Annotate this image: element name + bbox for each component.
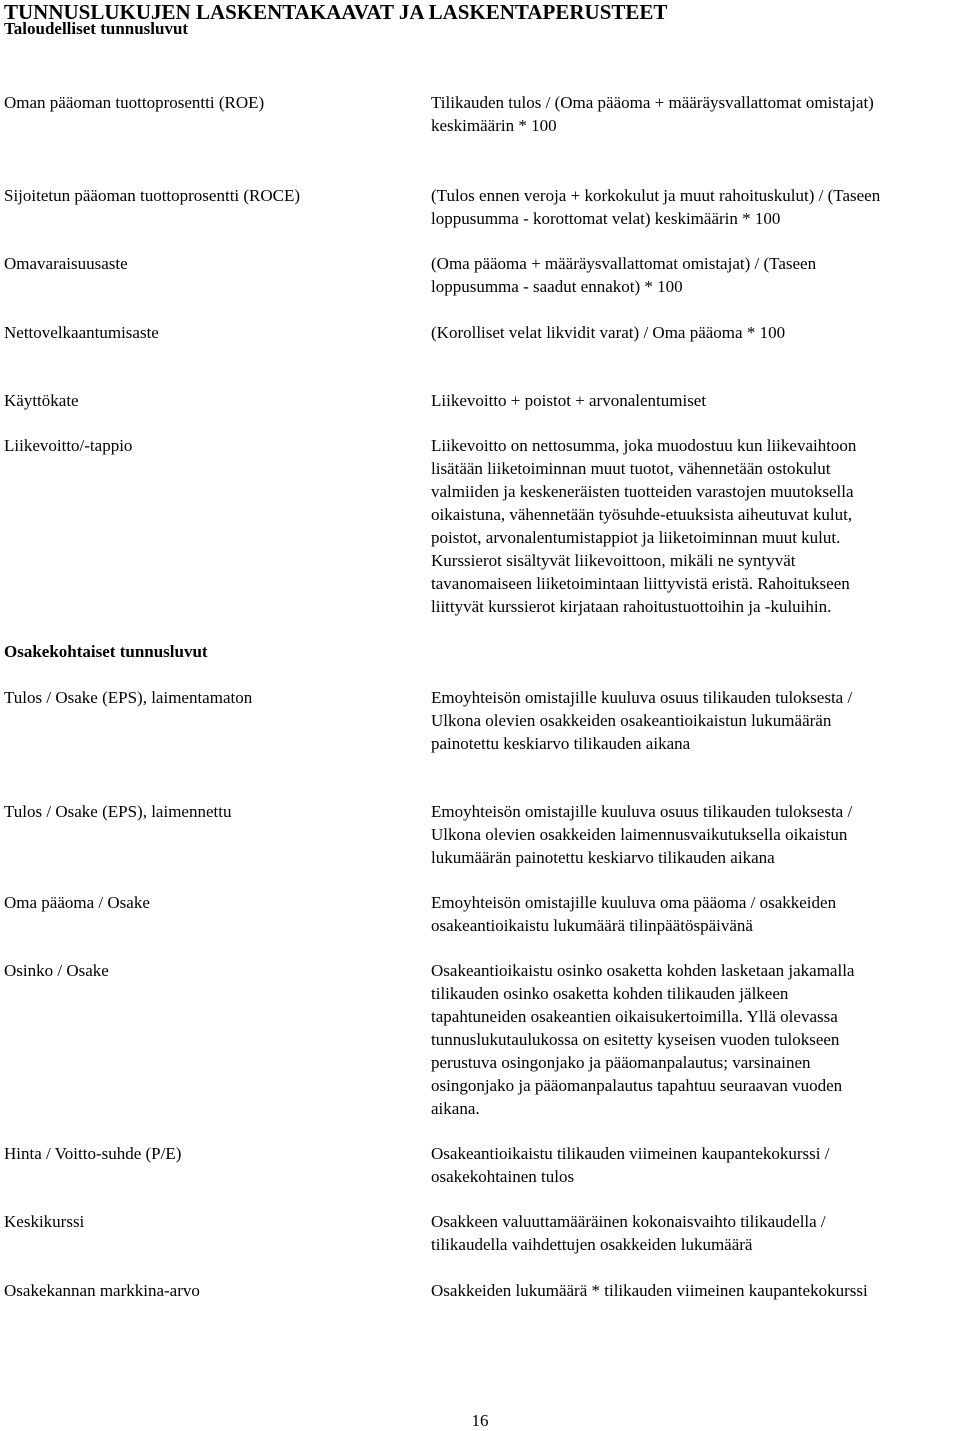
- def-line: loppusumma - korottomat velat) keskimäärin * 100: [431, 209, 781, 228]
- def-line: perustuva osingonjako ja pääomanpalautus; varsinainen: [431, 1053, 811, 1072]
- row-def-kayttokate: [431, 389, 959, 412]
- row-def-average-price: [431, 1210, 959, 1256]
- row-label-nettovelkaantumisaste: Nettovelkaantumisaste: [4, 323, 159, 342]
- row-label-pe-ratio: Hinta / Voitto-suhde (P/E): [4, 1144, 182, 1163]
- row-def-eps-diluted: [431, 800, 959, 869]
- def-line: (Korolliset velat likvidit varat) / Oma pääoma * 100: [431, 323, 786, 342]
- row-def-eps-undiluted: [431, 686, 959, 755]
- def-line: Ulkona olevien osakkeiden laimennusvaikutuksella oikaistun: [431, 825, 848, 844]
- def-line: tapahtuneiden osakeantien oikaisukertoimilla. Yllä olevassa: [431, 1007, 838, 1026]
- row-def-liikevoitto: [431, 434, 959, 618]
- row-label-eps-undiluted: Tulos / Osake (EPS), laimentamaton: [4, 688, 253, 707]
- def-line: lisätään liiketoiminnan muut tuotot, vähennetään ostokulut: [431, 459, 831, 478]
- def-line: liittyvät kurssierot kirjataan rahoitustuottoihin ja -kuluihin.: [431, 597, 832, 616]
- def-line: poistot, arvonalentumistappiot ja liiketoiminnan muut kulut.: [431, 528, 841, 547]
- def-line: valmiiden ja keskeneräisten tuotteiden varastojen muutoksella: [431, 482, 854, 501]
- def-line: osingonjako ja pääomanpalautus tapahtuu seuraavan vuoden: [431, 1076, 843, 1095]
- page-title: TUNNUSLUKUJEN LASKENTAKAAVAT JA LASKENTAPERUSTEET: [4, 0, 668, 24]
- row-label-market-cap: Osakekannan markkina-arvo: [4, 1281, 200, 1300]
- row-def-omavaraisuusaste: [431, 252, 959, 298]
- def-line: tilikauden osinko osaketta kohden tilikauden jälkeen: [431, 984, 789, 1003]
- def-line: Emoyhteisön omistajille kuuluva osuus tilikauden tuloksesta /: [431, 802, 853, 821]
- row-label-average-price: Keskikurssi: [4, 1212, 85, 1231]
- row-label-eps-diluted: Tulos / Osake (EPS), laimennettu: [4, 802, 232, 821]
- def-line: Osakkeiden lukumäärä * tilikauden viimeinen kaupantekokurssi: [431, 1281, 868, 1300]
- def-line: Kurssierot sisältyvät liikevoittoon, mikäli ne syntyvät: [431, 551, 796, 570]
- row-label-dividend-per-share: Osinko / Osake: [4, 961, 109, 980]
- def-line: Osakeantioikaistu osinko osaketta kohden lasketaan jakamalla: [431, 961, 855, 980]
- def-line: (Tulos ennen veroja + korkokulut ja muut rahoituskulut) / (Taseen: [431, 186, 881, 205]
- section-heading-per-share: Osakekohtaiset tunnusluvut: [4, 642, 208, 661]
- def-line: painotettu keskiarvo tilikauden aikana: [431, 734, 691, 753]
- def-line: osakeantioikaistu lukumäärä tilinpäätöspäivänä: [431, 916, 753, 935]
- row-label-kayttokate: Käyttökate: [4, 391, 79, 410]
- def-line: Liikevoitto on nettosumma, joka muodostuu kun liikevaihtoon: [431, 436, 857, 455]
- def-line: Osakkeen valuuttamääräinen kokonaisvaihto tilikaudella /: [431, 1212, 826, 1231]
- row-label-omavaraisuusaste: Omavaraisuusaste: [4, 254, 128, 273]
- page-number: 16: [471, 1411, 489, 1430]
- section-heading-financial: Taloudelliset tunnusluvut: [4, 19, 189, 38]
- def-line: Emoyhteisön omistajille kuuluva osuus tilikauden tuloksesta /: [431, 688, 853, 707]
- def-line: Osakeantioikaistu tilikauden viimeinen kaupantekokurssi /: [431, 1144, 830, 1163]
- def-line: loppusumma - saadut ennakot) * 100: [431, 277, 683, 296]
- def-line: tunnuslukutaulukossa on esitetty kyseisen vuoden tulokseen: [431, 1030, 840, 1049]
- row-def-roce: [431, 184, 959, 230]
- row-def-roe: [431, 91, 959, 137]
- row-def-pe-ratio: [431, 1142, 959, 1188]
- row-label-roce: Sijoitetun pääoman tuottoprosentti (ROCE): [4, 186, 301, 205]
- def-line: tavanomaiseen liiketoimintaan liittyvistä eristä. Rahoitukseen: [431, 574, 850, 593]
- def-line: (Oma pääoma + määräysvallattomat omistajat) / (Taseen: [431, 254, 817, 273]
- def-line: Tilikauden tulos / (Oma pääoma + määräysvallattomat omistajat): [431, 93, 874, 112]
- def-line: Liikevoitto + poistot + arvonalentumiset: [431, 391, 707, 410]
- def-line: Ulkona olevien osakkeiden osakeantioikaistun lukumäärän: [431, 711, 832, 730]
- row-def-dividend-per-share: [431, 959, 959, 1120]
- def-line: Emoyhteisön omistajille kuuluva oma pääoma / osakkeiden: [431, 893, 837, 912]
- def-line: aikana.: [431, 1099, 480, 1118]
- def-line: osakekohtainen tulos: [431, 1167, 575, 1186]
- row-label-roe: Oman pääoman tuottoprosentti (ROE): [4, 93, 265, 112]
- row-label-liikevoitto: Liikevoitto/-tappio: [4, 436, 133, 455]
- def-line: lukumäärän painotettu keskiarvo tilikauden aikana: [431, 848, 775, 867]
- row-def-market-cap: [431, 1279, 959, 1302]
- def-line: keskimäärin * 100: [431, 116, 557, 135]
- def-line: oikaistuna, vähennetään työsuhde-etuuksista aiheutuvat kulut,: [431, 505, 853, 524]
- row-def-equity-per-share: [431, 891, 959, 937]
- row-label-equity-per-share: Oma pääoma / Osake: [4, 893, 150, 912]
- def-line: tilikaudella vaihdettujen osakkeiden lukumäärä: [431, 1235, 753, 1254]
- row-def-nettovelkaantumisaste: [431, 321, 959, 344]
